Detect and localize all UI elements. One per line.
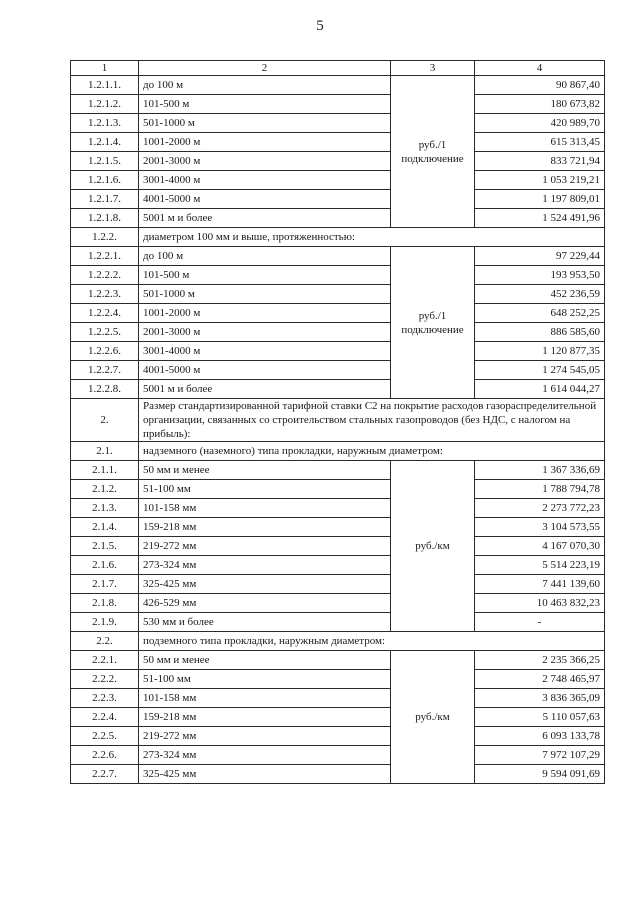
table-row: [71, 613, 605, 632]
table-row: [71, 114, 605, 133]
table-row: [71, 594, 605, 613]
unit-cell: руб./1 подключение: [391, 247, 475, 399]
table-row: [71, 518, 605, 537]
item-number: 1.2.2.2.: [71, 266, 139, 285]
item-value: 5 110 057,63: [475, 708, 605, 727]
item-description: 4001-5000 м: [139, 361, 391, 380]
column-header: 4: [475, 61, 605, 76]
item-number: 2.2.7.: [71, 765, 139, 784]
table-row: [71, 95, 605, 114]
item-description: 219-272 мм: [139, 727, 391, 746]
item-value: 9 594 091,69: [475, 765, 605, 784]
item-description: 4001-5000 м: [139, 190, 391, 209]
item-description: 2001-3000 м: [139, 323, 391, 342]
item-value: 648 252,25: [475, 304, 605, 323]
item-description: 101-500 м: [139, 266, 391, 285]
item-number: 2.1.7.: [71, 575, 139, 594]
item-number: 2.1.8.: [71, 594, 139, 613]
item-value: 420 989,70: [475, 114, 605, 133]
item-description: 101-158 мм: [139, 499, 391, 518]
page-number: 5: [316, 18, 324, 34]
item-value: 193 953,50: [475, 266, 605, 285]
section-row: [71, 632, 605, 651]
item-number: 1.2.2.4.: [71, 304, 139, 323]
item-description: 50 мм и менее: [139, 651, 391, 670]
column-header: 1: [71, 61, 139, 76]
item-value: 1 120 877,35: [475, 342, 605, 361]
item-number: 2.2.1.: [71, 651, 139, 670]
item-description: 5001 м и более: [139, 209, 391, 228]
table-row: [71, 266, 605, 285]
table-row: [71, 537, 605, 556]
table-row: [71, 190, 605, 209]
table-row: [71, 342, 605, 361]
table-row: [71, 152, 605, 171]
item-value: 1 614 044,27: [475, 380, 605, 399]
item-value: 1 197 809,01: [475, 190, 605, 209]
table-row: [71, 499, 605, 518]
item-number: 2.2.5.: [71, 727, 139, 746]
item-number: 1.2.1.4.: [71, 133, 139, 152]
table-row: [71, 361, 605, 380]
column-header: 3: [391, 61, 475, 76]
item-description: 51-100 мм: [139, 480, 391, 499]
item-description: 273-324 мм: [139, 746, 391, 765]
item-number: 1.2.1.6.: [71, 171, 139, 190]
item-number: 1.2.1.3.: [71, 114, 139, 133]
section-number: 2.2.: [71, 632, 139, 651]
item-value: 1 274 545,05: [475, 361, 605, 380]
item-value: 3 836 365,09: [475, 689, 605, 708]
section-row: [71, 228, 605, 247]
item-description: 2001-3000 м: [139, 152, 391, 171]
item-value: 2 748 465,97: [475, 670, 605, 689]
item-number: 1.2.2.8.: [71, 380, 139, 399]
item-description: 501-1000 м: [139, 285, 391, 304]
table-row: [71, 480, 605, 499]
item-value: 2 235 366,25: [475, 651, 605, 670]
item-number: 2.1.6.: [71, 556, 139, 575]
unit-cell: руб./км: [391, 651, 475, 784]
item-value: 7 972 107,29: [475, 746, 605, 765]
item-value: 180 673,82: [475, 95, 605, 114]
item-description: 426-529 мм: [139, 594, 391, 613]
table-row: [71, 556, 605, 575]
item-number: 2.1.2.: [71, 480, 139, 499]
section-number: 2.1.: [71, 442, 139, 461]
item-number: 1.2.1.5.: [71, 152, 139, 171]
section-description: диаметром 100 мм и выше, протяженностью:: [139, 228, 605, 247]
table-row: [71, 651, 605, 670]
item-description: 51-100 мм: [139, 670, 391, 689]
item-description: до 100 м: [139, 247, 391, 266]
item-value: 10 463 832,23: [475, 594, 605, 613]
item-description: 5001 м и более: [139, 380, 391, 399]
item-number: 2.2.6.: [71, 746, 139, 765]
section-description: подземного типа прокладки, наружным диаметром:: [139, 632, 605, 651]
section-row: [71, 399, 605, 442]
column-header: 2: [139, 61, 391, 76]
table-row: [71, 689, 605, 708]
item-number: 1.2.2.1.: [71, 247, 139, 266]
item-number: 2.2.3.: [71, 689, 139, 708]
table-row: [71, 247, 605, 266]
item-number: 1.2.1.7.: [71, 190, 139, 209]
item-number: 1.2.1.2.: [71, 95, 139, 114]
unit-cell: руб./1 подключение: [391, 76, 475, 228]
section-number: 1.2.2.: [71, 228, 139, 247]
item-number: 1.2.2.6.: [71, 342, 139, 361]
item-description: 325-425 мм: [139, 575, 391, 594]
item-description: 101-500 м: [139, 95, 391, 114]
item-number: 1.2.2.7.: [71, 361, 139, 380]
item-value: 615 313,45: [475, 133, 605, 152]
item-number: 1.2.2.3.: [71, 285, 139, 304]
unit-cell: руб./км: [391, 461, 475, 632]
table-row: [71, 171, 605, 190]
table-row: [71, 209, 605, 228]
item-value: 452 236,59: [475, 285, 605, 304]
item-description: 3001-4000 м: [139, 342, 391, 361]
item-description: 1001-2000 м: [139, 304, 391, 323]
item-value: 1 788 794,78: [475, 480, 605, 499]
item-value: 4 167 070,30: [475, 537, 605, 556]
item-value: 6 093 133,78: [475, 727, 605, 746]
section-number: 2.: [71, 399, 139, 442]
item-number: 2.1.9.: [71, 613, 139, 632]
item-number: 2.1.4.: [71, 518, 139, 537]
table-row: [71, 76, 605, 95]
table-row: [71, 765, 605, 784]
item-number: 2.1.5.: [71, 537, 139, 556]
item-description: 50 мм и менее: [139, 461, 391, 480]
item-number: 2.1.1.: [71, 461, 139, 480]
item-description: 1001-2000 м: [139, 133, 391, 152]
section-description: Размер стандартизированной тарифной ставки С2 на покрытие расходов газораспределительной организации, связанных со строительством стальных газопроводов (без НДС, с налогом на прибыль):: [139, 399, 605, 442]
item-value: 1 524 491,96: [475, 209, 605, 228]
item-description: до 100 м: [139, 76, 391, 95]
item-description: 273-324 мм: [139, 556, 391, 575]
table-row: [71, 575, 605, 594]
table-row: [71, 670, 605, 689]
item-description: 219-272 мм: [139, 537, 391, 556]
section-row: [71, 442, 605, 461]
table-row: [71, 727, 605, 746]
item-value: 7 441 139,60: [475, 575, 605, 594]
item-number: 2.2.4.: [71, 708, 139, 727]
item-value: 5 514 223,19: [475, 556, 605, 575]
item-value: 1 367 336,69: [475, 461, 605, 480]
table-row: [71, 746, 605, 765]
item-description: 530 мм и более: [139, 613, 391, 632]
table-row: [71, 133, 605, 152]
item-description: 159-218 мм: [139, 708, 391, 727]
item-description: 3001-4000 м: [139, 171, 391, 190]
section-description: надземного (наземного) типа прокладки, наружным диаметром:: [139, 442, 605, 461]
item-description: 325-425 мм: [139, 765, 391, 784]
table-row: [71, 708, 605, 727]
item-value: 1 053 219,21: [475, 171, 605, 190]
item-description: 101-158 мм: [139, 689, 391, 708]
table-row: [71, 285, 605, 304]
item-value: 3 104 573,55: [475, 518, 605, 537]
item-number: 1.2.1.1.: [71, 76, 139, 95]
table-header-row: [71, 61, 605, 76]
item-value: 2 273 772,23: [475, 499, 605, 518]
table-row: [71, 323, 605, 342]
item-value: 90 867,40: [475, 76, 605, 95]
item-value: 97 229,44: [475, 247, 605, 266]
tariff-table: [70, 60, 605, 784]
item-value: 833 721,94: [475, 152, 605, 171]
table-row: [71, 380, 605, 399]
item-value: 886 585,60: [475, 323, 605, 342]
item-description: 159-218 мм: [139, 518, 391, 537]
item-number: 2.1.3.: [71, 499, 139, 518]
item-number: 1.2.1.8.: [71, 209, 139, 228]
item-number: 2.2.2.: [71, 670, 139, 689]
item-value: -: [475, 613, 605, 632]
item-description: 501-1000 м: [139, 114, 391, 133]
table-row: [71, 461, 605, 480]
table-row: [71, 304, 605, 323]
item-number: 1.2.2.5.: [71, 323, 139, 342]
